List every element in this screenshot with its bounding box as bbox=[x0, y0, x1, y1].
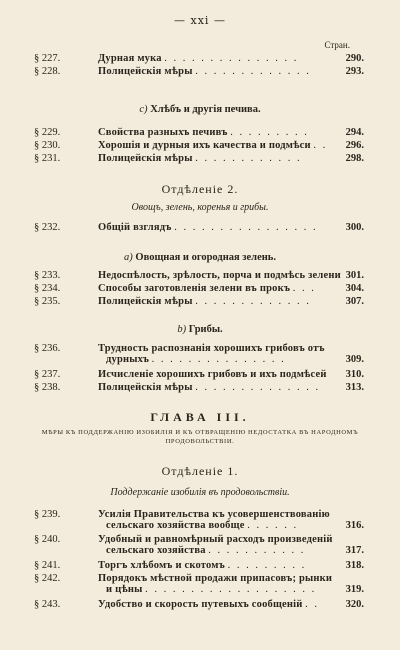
page-number: 316. bbox=[345, 520, 364, 531]
leader-dots: . . bbox=[313, 140, 328, 151]
leader-dots: . . bbox=[305, 599, 320, 610]
page-number: 300. bbox=[345, 222, 364, 233]
section-number: § 242. bbox=[34, 573, 61, 584]
entry-title: Полицейскія мѣры bbox=[98, 296, 193, 307]
section-number: § 239. bbox=[34, 509, 61, 520]
entry-title: Трудность распознанія хорошихъ грибовъ отъ bbox=[98, 343, 325, 354]
page-number: 294. bbox=[345, 127, 364, 138]
subsection-title: Хлѣбъ и другія печива. bbox=[150, 104, 261, 115]
subsection-heading bbox=[0, 324, 400, 335]
section-number: § 227. bbox=[34, 53, 61, 64]
subsection-letter: а) bbox=[124, 252, 133, 263]
entry-title: Свойства разныхъ печивъ bbox=[98, 127, 228, 138]
toc-entry[interactable] bbox=[34, 534, 364, 556]
leader-dots: . . . . . . . . . . . . . bbox=[195, 296, 311, 307]
toc-entry[interactable] bbox=[34, 343, 364, 365]
leader-dots: . . . . . . . . . . . . . bbox=[195, 66, 311, 77]
page-number: 318. bbox=[345, 560, 364, 571]
entry-title: Способы заготовленія зелени въ прокъ bbox=[98, 283, 291, 294]
entry-title: Порядокъ мѣстной продажи припасовъ; рынки bbox=[98, 573, 333, 584]
section-number: § 233. bbox=[34, 270, 61, 281]
page-number: 319. bbox=[345, 584, 364, 595]
page-number: 313. bbox=[345, 382, 364, 393]
section-number: § 237. bbox=[34, 369, 61, 380]
section-number: § 240. bbox=[34, 534, 61, 545]
toc-entry[interactable] bbox=[34, 509, 364, 531]
entry-title-continued: сельскаго хозяйства вообще bbox=[106, 520, 245, 531]
entry-title-continued: сельскаго хозяйства bbox=[106, 545, 206, 556]
leader-dots: . . . . . . . . . bbox=[230, 127, 309, 138]
subsection-heading bbox=[0, 252, 400, 263]
entry-title: Полицейскія мѣры bbox=[98, 153, 193, 164]
entry-title: Исчисленіе хорошихъ грибовъ и ихъ подмѣсей bbox=[98, 369, 327, 380]
toc-entry[interactable] bbox=[34, 573, 364, 595]
page-number: 317. bbox=[345, 545, 364, 556]
section-number: § 228. bbox=[34, 66, 61, 77]
leader-dots: . . . . . . . . . . . . . . . bbox=[151, 354, 286, 365]
entry-title: Удобство и скорость путевыхъ сообщеній bbox=[98, 599, 303, 610]
leader-dots: . . . . . . . . . . . . . . . . . . . bbox=[145, 584, 317, 595]
toc-entry[interactable] bbox=[34, 599, 364, 610]
toc-entry[interactable] bbox=[34, 369, 364, 380]
department-heading: Отдѣленіе 1. bbox=[161, 464, 239, 478]
toc-entry[interactable] bbox=[34, 140, 364, 151]
section-number: § 236. bbox=[34, 343, 61, 354]
entry-title: Дурная мука bbox=[98, 53, 162, 64]
page-number: 309. bbox=[345, 354, 364, 365]
subsection-heading bbox=[0, 104, 400, 115]
leader-dots: . . . . . . . . . . . bbox=[208, 545, 306, 556]
leader-dots: . . . . . . bbox=[247, 520, 299, 531]
entry-title: Полицейскія мѣры bbox=[98, 382, 193, 393]
entry-title: Торгъ хлѣбомъ и скотомъ bbox=[98, 560, 225, 571]
toc-entry[interactable] bbox=[34, 66, 364, 77]
toc-entry[interactable] bbox=[34, 127, 364, 138]
leader-dots: . . . bbox=[292, 283, 316, 294]
leader-dots: . . . . . . . . . . . . . . bbox=[195, 382, 321, 393]
toc-entry[interactable] bbox=[34, 53, 364, 64]
leader-dots: . . . . . . . . . . . . . . . bbox=[164, 53, 299, 64]
department-subtitle: Овощъ, зелень, коренья и грибы. bbox=[131, 202, 269, 213]
chapter-heading: ГЛАВА III. bbox=[150, 410, 250, 424]
toc-entry[interactable] bbox=[34, 270, 364, 281]
entry-title-continued: дурныхъ bbox=[106, 354, 150, 365]
entry-title: Хорошія и дурныя ихъ качества и подмѣси bbox=[98, 140, 311, 151]
entry-title: Усилія Правительства къ усовершенствованію bbox=[98, 509, 330, 520]
toc-entry[interactable] bbox=[34, 153, 364, 164]
page-number: 301. bbox=[345, 270, 364, 281]
subsection-title: Овощная и огородная зелень. bbox=[135, 252, 276, 263]
leader-dots: . . . . . . . . . . . . bbox=[195, 153, 302, 164]
section-number: § 243. bbox=[34, 599, 61, 610]
section-number: § 230. bbox=[34, 140, 61, 151]
page-number: 296. bbox=[345, 140, 364, 151]
subsection-title: Грибы. bbox=[188, 324, 223, 335]
entry-title: Удобный и равномѣрный расходъ произведеній bbox=[98, 534, 333, 545]
toc-entry[interactable] bbox=[34, 296, 364, 307]
page-number: 298. bbox=[345, 153, 364, 164]
section-number: § 241. bbox=[34, 560, 61, 571]
toc-entry[interactable] bbox=[34, 382, 364, 393]
section-number: § 229. bbox=[34, 127, 61, 138]
section-number: § 235. bbox=[34, 296, 61, 307]
section-number: § 232. bbox=[34, 222, 61, 233]
page-number: 290. bbox=[345, 53, 364, 64]
page-number: 320. bbox=[345, 599, 364, 610]
entry-title: Недоспѣлость, зрѣлость, порча и подмѣсь зелени bbox=[98, 270, 341, 281]
page-header: — xxi — bbox=[174, 14, 226, 27]
leader-dots: . . . . . . . . . . . . . . . . bbox=[174, 222, 318, 233]
department-subtitle: Поддержаніе изобилія въ продовольствіи. bbox=[110, 487, 290, 498]
entry-title: Общій взглядъ bbox=[98, 222, 172, 233]
chapter-description: МѢРЫ КЪ ПОДДЕРЖАНІЮ ИЗОБИЛІЯ И КЪ ОТВРАЩЕНІЮ НЕДОСТАТКА ВЪ НАРОДНОМЪ ПРОДОВОЛЬСТВІИ. bbox=[41, 429, 359, 445]
section-number: § 234. bbox=[34, 283, 61, 294]
toc-entry[interactable] bbox=[34, 560, 364, 571]
leader-dots: . . . . . . . . . bbox=[227, 560, 307, 571]
entry-title: Полицейскія мѣры bbox=[98, 66, 193, 77]
toc-entry[interactable] bbox=[34, 283, 364, 294]
subsection-letter: b) bbox=[177, 324, 187, 335]
page-number: 310. bbox=[345, 369, 364, 380]
department-heading: Отдѣленіе 2. bbox=[161, 182, 239, 196]
page-column-label: Стран. bbox=[324, 40, 350, 50]
entry-title-continued: и цѣны bbox=[106, 584, 143, 595]
page-number: 304. bbox=[345, 283, 364, 294]
toc-entry[interactable] bbox=[34, 222, 364, 233]
page-number: 307. bbox=[345, 296, 364, 307]
section-number: § 238. bbox=[34, 382, 61, 393]
subsection-letter: с) bbox=[139, 104, 148, 115]
section-number: § 231. bbox=[34, 153, 61, 164]
page-number: 293. bbox=[345, 66, 364, 77]
